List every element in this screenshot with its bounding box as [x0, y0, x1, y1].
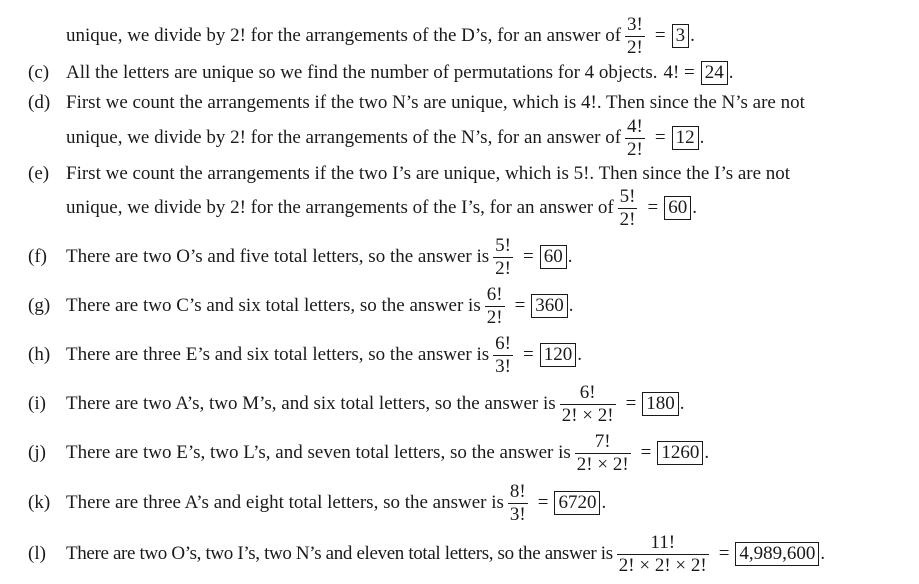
- equals-sign: =: [640, 442, 652, 463]
- item-d-line-1: [0, 90, 919, 116]
- answer-box: 3: [672, 24, 690, 48]
- fraction-denominator: 2!: [627, 36, 643, 58]
- fraction-numerator: 6!: [579, 381, 596, 403]
- fraction-numerator: 11!: [650, 531, 676, 553]
- equals-sign: =: [625, 393, 637, 414]
- item-b-continuation: unique, we divide by 2! for the arrangements of the D’s, for an answer of $\frac{3!}{2!}$ = 3 .: [66, 13, 695, 58]
- item-h: (h) There are three E’s and six total letters, so the answer is $\frac{6!}{3!}$ = 120 .: [28, 332, 582, 377]
- equals-sign: =: [647, 197, 659, 218]
- item-f: (f) There are two O’s and five total letters, so the answer is $\frac{5!}{2!}$ = 60 .: [28, 234, 573, 279]
- answer-box: 4,989,600: [735, 542, 819, 566]
- answer-box: 24: [701, 61, 728, 85]
- fraction: [493, 236, 513, 279]
- fraction: [618, 187, 638, 230]
- item-label: (j): [28, 442, 46, 463]
- item-label: (f): [28, 246, 47, 267]
- item-text: There are three A’s and eight total letters, so the answer is: [66, 492, 504, 513]
- item-label: (d): [28, 92, 51, 113]
- fraction-numerator: 4!: [627, 115, 643, 137]
- item-label: (h): [28, 344, 51, 365]
- item-g: (g) There are two C’s and six total letters, so the answer is $\frac{6!}{2!}$ = 360 .: [28, 283, 574, 328]
- equals-sign: =: [514, 295, 526, 316]
- equals-sign: =: [654, 25, 666, 46]
- item-label: (e): [28, 163, 50, 184]
- answer-box: 6720: [554, 491, 600, 515]
- fraction: [625, 15, 645, 58]
- item-text: All the letters are unique so we find the number of permutations for 4 objects.: [66, 62, 658, 83]
- fraction-denominator: 2!: [495, 257, 511, 279]
- answer-box: 180: [642, 392, 679, 416]
- item-text: There are two A’s, two M’s, and six total letters, so the answer is: [66, 393, 556, 414]
- item-text: First we count the arrangements if the two I’s are unique, which is 5!. Then since the I’s are not: [66, 163, 791, 184]
- item-text: unique, we divide by 2! for the arrangements of the D’s, for an answer of: [66, 25, 622, 46]
- fraction: [575, 432, 631, 475]
- item-label: (k): [28, 492, 51, 513]
- fraction-numerator: 5!: [495, 234, 511, 256]
- fraction: [625, 117, 645, 160]
- item-text: unique, we divide by 2! for the arrangements of the N’s, for an answer of: [66, 127, 622, 148]
- item-e-line-1: [0, 161, 919, 187]
- fraction-numerator: 5!: [619, 185, 636, 207]
- item-text: unique, we divide by 2! for the arrangements of the I’s, for an answer of: [66, 197, 614, 218]
- answer-box: 12: [672, 126, 699, 150]
- fraction-numerator: 3!: [627, 13, 643, 35]
- answer-box: 360: [531, 294, 568, 318]
- item-text: There are two O’s and five total letters, so the answer is: [66, 246, 490, 267]
- fraction-denominator: 3!: [509, 503, 526, 525]
- fraction-denominator: 2! × 2! × 2!: [618, 554, 707, 576]
- fraction-numerator: 6!: [495, 332, 511, 354]
- equals-sign: =: [522, 344, 534, 365]
- equals-sign: =: [537, 492, 549, 513]
- item-text: There are three E’s and six total letters, so the answer is: [66, 344, 490, 365]
- fraction-denominator: 2! × 2!: [561, 404, 614, 426]
- fraction-denominator: 2!: [627, 138, 643, 160]
- item-text: First we count the arrangements if the two N’s are unique, which is 4!. Then since the N’s are not: [66, 92, 805, 113]
- item-text: There are two E’s, two L’s, and seven total letters, so the answer is: [66, 442, 571, 463]
- item-label: (i): [28, 393, 46, 414]
- fraction: [508, 482, 528, 525]
- inline-expression: 4! =: [663, 62, 695, 83]
- fraction-numerator: 6!: [486, 283, 503, 305]
- equals-sign: =: [718, 543, 730, 564]
- answer-box: 60: [540, 245, 567, 269]
- fraction: [617, 533, 709, 576]
- fraction-denominator: 2!: [486, 306, 503, 328]
- answer-box: 1260: [657, 441, 703, 465]
- fraction: [560, 383, 616, 426]
- fraction-denominator: 2! × 2!: [576, 453, 629, 475]
- equals-sign: =: [654, 127, 666, 148]
- item-d-line-2: unique, we divide by 2! for the arrangements of the N’s, for an answer of $\frac{4!}{2!}$ = 12 .: [66, 115, 705, 160]
- item-j: (j) There are two E’s, two L’s, and seven total letters, so the answer is $\frac{7!}{2! \times 2!}$ = 1260 .: [28, 430, 710, 475]
- item-label: (c): [28, 62, 50, 83]
- fraction: [485, 285, 505, 328]
- item-c: (c) All the letters are unique so we find the number of permutations for 4 objects. 4! = 24 .: [28, 62, 734, 83]
- answer-box: 60: [664, 196, 691, 220]
- item-text: There are two C’s and six total letters, so the answer is: [66, 295, 481, 316]
- fraction: [493, 334, 513, 377]
- item-label: (l): [28, 543, 46, 564]
- item-i: (i) There are two A’s, two M’s, and six total letters, so the answer is $\frac{6!}{2! \times 2!}$ = 180 .: [28, 381, 685, 426]
- item-e-line-2: unique, we divide by 2! for the arrangements of the I’s, for an answer of $\frac{5!}{2!}$ = 60 .: [66, 185, 697, 230]
- fraction-numerator: 7!: [594, 430, 611, 452]
- fraction-denominator: 2!: [619, 208, 636, 230]
- item-text: There are two O’s, two I’s, two N’s and eleven total letters, so the answer is: [66, 543, 613, 564]
- answer-box: 120: [540, 343, 577, 367]
- item-k: (k) There are three A’s and eight total letters, so the answer is $\frac{8!}{3!}$ = 6720 .: [28, 480, 607, 525]
- item-l: (l) There are two O’s, two I’s, two N’s and eleven total letters, so the answer is $\frac{11!}{2! \times 2! \times 2!}$ = 4,989,600 .: [28, 531, 825, 576]
- item-label: (g): [28, 295, 51, 316]
- fraction-numerator: 8!: [509, 480, 526, 502]
- equals-sign: =: [522, 246, 534, 267]
- fraction-denominator: 3!: [495, 355, 511, 377]
